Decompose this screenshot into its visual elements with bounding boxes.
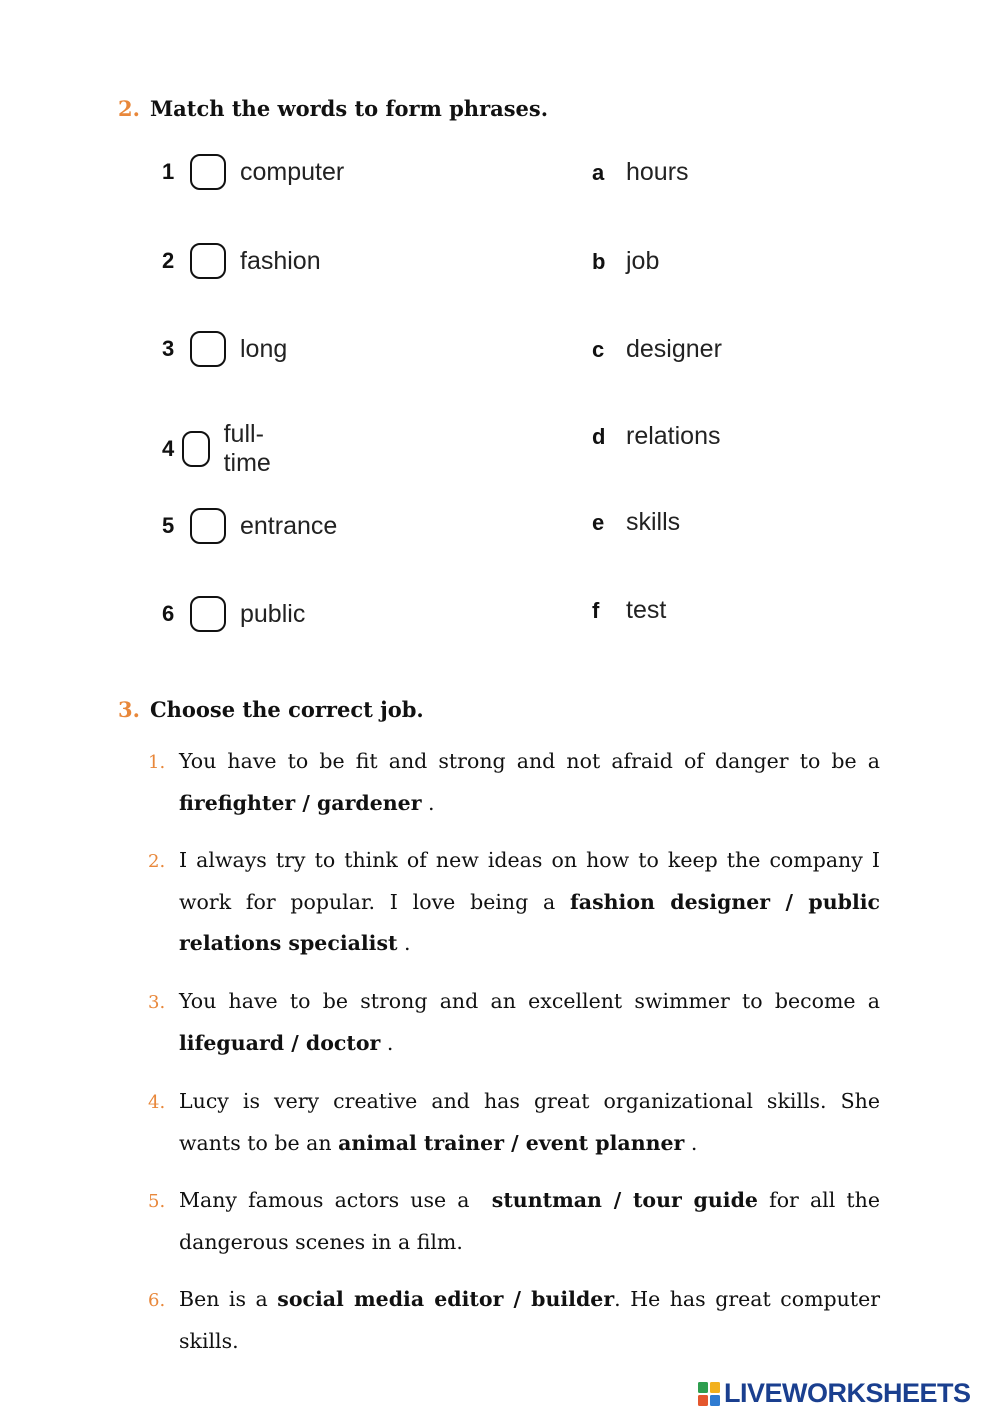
- question-post: .: [380, 1030, 394, 1055]
- right-letter: f: [592, 597, 600, 623]
- question-text: [179, 1180, 887, 1263]
- right-item-d: [592, 422, 721, 451]
- question-number: 2.: [148, 851, 166, 872]
- section-2-number: 2.: [118, 96, 140, 121]
- left-item-5: [162, 508, 337, 544]
- choice-option[interactable]: firefighter / gardener: [179, 790, 422, 815]
- question-1: [148, 741, 880, 824]
- right-word: hours: [626, 158, 689, 186]
- question-4: [148, 1081, 880, 1164]
- right-item-a: [592, 158, 689, 187]
- question-post: . He has great computer skills.: [179, 1287, 881, 1353]
- left-number: 4: [162, 436, 175, 461]
- choice-option[interactable]: lifeguard / doctor: [179, 1030, 381, 1055]
- right-item-c: [592, 335, 722, 364]
- question-post: .: [421, 790, 435, 815]
- right-letter: a: [592, 159, 605, 185]
- question-text: [179, 1279, 880, 1362]
- liveworksheets-logo: [698, 1378, 971, 1409]
- right-item-f: [592, 596, 666, 625]
- section-3-title: Choose the correct job.: [149, 697, 424, 722]
- left-item-2: [162, 243, 321, 279]
- choice-option[interactable]: social media editor / builder: [277, 1287, 615, 1311]
- left-item-1: [162, 154, 344, 190]
- left-word: full-time: [223, 420, 271, 477]
- left-word: long: [240, 334, 288, 363]
- left-word: fashion: [240, 246, 321, 275]
- right-letter: c: [592, 336, 605, 362]
- logo-mark-icon: [698, 1382, 720, 1406]
- right-word: test: [626, 596, 667, 624]
- right-letter: b: [592, 248, 606, 274]
- left-number: 1: [162, 159, 175, 184]
- question-pre: Ben is a: [179, 1287, 278, 1311]
- right-letter: e: [592, 509, 605, 535]
- left-word: computer: [240, 157, 345, 186]
- right-item-e: [592, 508, 680, 537]
- question-number: 5.: [148, 1191, 166, 1212]
- answer-box-3[interactable]: [190, 331, 226, 367]
- left-word: entrance: [240, 511, 338, 540]
- question-text: [179, 741, 880, 824]
- question-2: [148, 840, 880, 965]
- question-pre: You have to be strong and an excellent swimmer to become a: [179, 989, 880, 1013]
- right-word: job: [626, 247, 660, 275]
- question-post: .: [684, 1130, 698, 1155]
- right-word: skills: [626, 508, 681, 536]
- section-2-heading: [118, 96, 548, 121]
- question-pre: I always try to think of new ideas on how to keep the company I work for popular. I love being a: [179, 848, 880, 914]
- question-number: 1.: [148, 752, 166, 773]
- question-post: for all the dangerous scenes in a film.: [179, 1188, 887, 1254]
- section-3-number: 3.: [118, 697, 140, 722]
- left-number: 6: [162, 601, 175, 626]
- question-pre: You have to be fit and strong and not afraid of danger to be a: [179, 749, 880, 773]
- choice-option[interactable]: stuntman / tour guide: [491, 1188, 758, 1212]
- question-text: [179, 981, 880, 1064]
- question-3: [148, 981, 880, 1064]
- left-item-3: [162, 331, 287, 367]
- question-number: 4.: [148, 1092, 166, 1113]
- answer-box-6[interactable]: [190, 596, 226, 632]
- answer-box-5[interactable]: [190, 508, 226, 544]
- section-2-title: Match the words to form phrases.: [149, 96, 549, 121]
- question-pre: Many famous actors use a: [179, 1188, 492, 1212]
- question-6: [148, 1279, 880, 1362]
- question-pre: Lucy is very creative and has great organizational skills. She wants to be an: [179, 1089, 880, 1155]
- left-item-6: [162, 596, 305, 632]
- question-5: [148, 1180, 887, 1263]
- right-letter: d: [592, 423, 606, 449]
- left-number: 2: [162, 248, 175, 273]
- question-number: 6.: [148, 1290, 166, 1311]
- right-word: relations: [626, 422, 721, 450]
- right-word: designer: [626, 335, 722, 363]
- section-3-heading: [118, 697, 424, 722]
- answer-box-1[interactable]: [190, 154, 226, 190]
- answer-box-2[interactable]: [190, 243, 226, 279]
- logo-text: LIVEWORKSHEETS: [724, 1378, 971, 1408]
- question-post: .: [397, 931, 411, 955]
- answer-box-4[interactable]: [182, 431, 209, 467]
- choice-option[interactable]: fashion designer / public relations specialist: [179, 889, 880, 955]
- left-number: 5: [162, 513, 175, 538]
- question-text: [179, 1081, 880, 1164]
- question-text: [179, 840, 880, 965]
- choice-option[interactable]: animal trainer / event planner: [338, 1130, 685, 1155]
- right-item-b: [592, 247, 659, 276]
- left-number: 3: [162, 336, 175, 361]
- left-item-4: [162, 420, 287, 478]
- question-number: 3.: [148, 992, 166, 1013]
- left-word: public: [240, 599, 306, 628]
